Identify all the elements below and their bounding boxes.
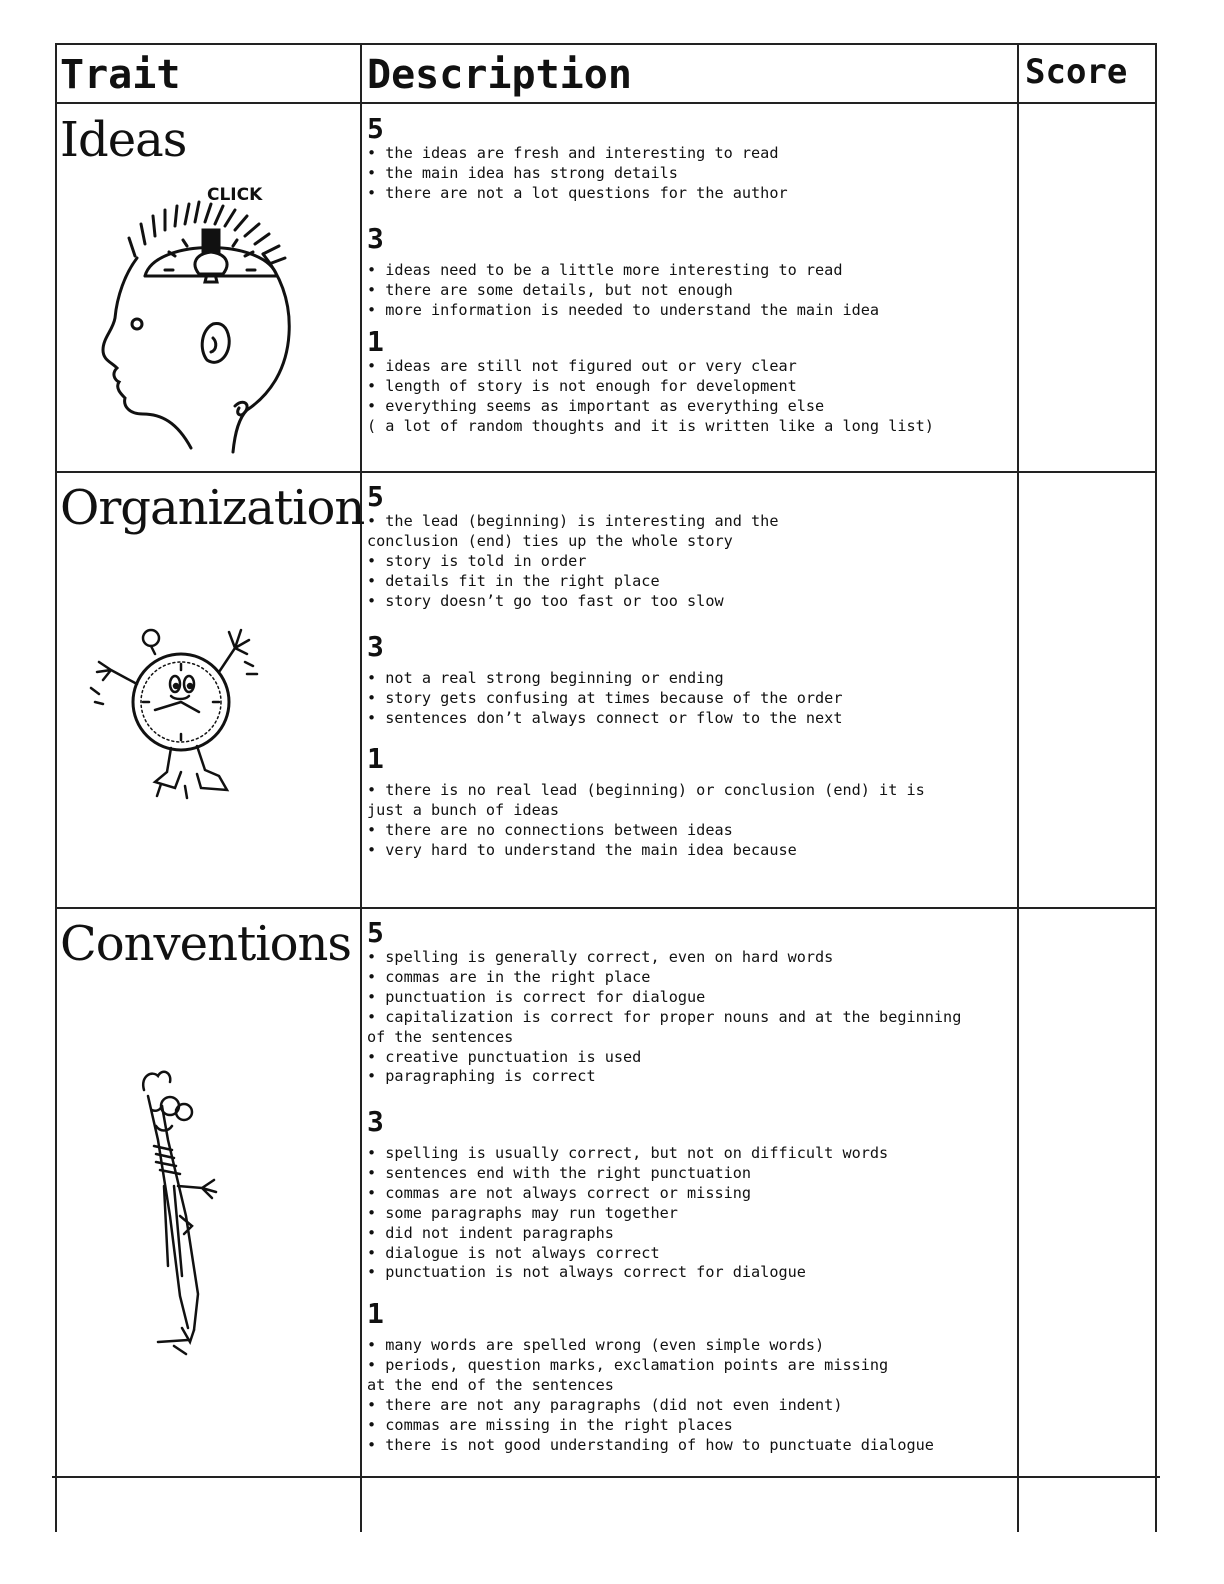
conventions-5-line: • creative punctuation is used [367,1047,642,1066]
score-cell-ideas[interactable] [1019,104,1155,471]
trait-name-organization: Organization [60,480,365,536]
conventions-1-line: • many words are spelled wrong (even simple words) [367,1336,825,1354]
conventions-1-line: • periods, question marks, exclamation points are missing [367,1355,889,1374]
ideas-3-line: • more information is needed to understand the main idea [367,300,880,319]
running-clock-illustration [85,622,265,807]
organization-3-line: • story gets confusing at times because of the order [367,688,843,707]
conventions-3-line: • sentences end with the right punctuation [367,1163,752,1182]
ideas-1-line: • ideas are still not figured out or very clear [367,357,797,375]
conventions-5-line: • commas are in the right place [367,967,651,986]
organization-1-line: • there is no real lead (beginning) or conclusion (end) it is [367,781,925,799]
conventions-3-line: • dialogue is not always correct [367,1243,660,1262]
ideas-1-line: • length of story is not enough for development [367,376,797,395]
table-left-border [55,43,57,1532]
alarm-clock-icon [85,622,265,807]
conventions-3-line: • did not indent paragraphs [367,1223,614,1242]
ideas-score-3-heading: 3 [367,222,384,255]
ideas-1-line: ( a lot of random thoughts and it is written like a long list) [367,416,934,435]
organization-5-line: • story is told in order [367,551,587,570]
score-cell-organization[interactable] [1019,473,1155,907]
thinking-head-illustration [95,178,305,458]
lightbulb-head-icon [95,178,305,458]
ideas-score-5-heading: 5 [367,112,384,145]
conventions-5-line: • capitalization is correct for proper nouns and at the beginning [367,1007,962,1026]
conventions-score-1-heading: 1 [367,1297,384,1330]
conventions-score-5-heading: 5 [367,916,384,949]
ideas-score-1-heading: 1 [367,325,384,358]
pencil-character-illustration [128,1066,238,1356]
conventions-5-line: of the sentences [367,1027,514,1046]
score-cell-conventions[interactable] [1019,909,1155,1476]
ideas-5-line: • the ideas are fresh and interesting to read [367,144,779,162]
conventions-1-line: • commas are missing in the right places [367,1415,733,1434]
ideas-1-line: • everything seems as important as everything else [367,396,825,415]
organization-3-line: • sentences don’t always connect or flow to the next [367,708,843,727]
conventions-1-line: • there is not good understanding of how to punctuate dialogue [367,1435,934,1454]
organization-score-3-heading: 3 [367,630,384,663]
organization-3-line: • not a real strong beginning or ending [367,669,724,687]
organization-5-line: • story doesn’t go too fast or too slow [367,591,724,610]
ideas-3-line: • ideas need to be a little more interesting to read [367,261,843,279]
header-divider [55,102,1157,104]
header-trait: Trait [60,52,181,98]
conventions-5-line: • paragraphing is correct [367,1067,596,1086]
trait-name-ideas: Ideas [60,112,187,168]
pencil-icon [128,1066,238,1356]
conventions-5-line: • spelling is generally correct, even on hard words [367,948,834,966]
organization-5-line: • details fit in the right place [367,571,660,590]
trait-name-conventions: Conventions [60,916,352,972]
row-divider-organization [55,907,1157,909]
organization-1-line: just a bunch of ideas [367,800,560,819]
organization-1-line: • very hard to understand the main idea because [367,840,797,859]
row-divider-conventions [52,1476,1160,1478]
conventions-5-line: • punctuation is correct for dialogue [367,987,706,1006]
table-top-border [55,43,1157,45]
ideas-5-line: • the main idea has strong details [367,163,678,182]
conventions-score-3-heading: 3 [367,1105,384,1138]
organization-score-5-heading: 5 [367,480,384,513]
column-divider-trait [360,43,362,1532]
conventions-3-line: • some paragraphs may run together [367,1203,678,1222]
organization-5-line: • the lead (beginning) is interesting and the [367,512,779,530]
conventions-1-line: at the end of the sentences [367,1375,614,1394]
row-divider-ideas [55,471,1157,473]
conventions-3-line: • spelling is usually correct, but not on difficult words [367,1144,889,1162]
table-right-border [1155,43,1157,1532]
conventions-1-line: • there are not any paragraphs (did not even indent) [367,1395,843,1414]
organization-5-line: conclusion (end) ties up the whole story [367,531,733,550]
conventions-3-line: • commas are not always correct or missing [367,1183,752,1202]
header-score: Score [1025,52,1128,92]
ideas-5-line: • there are not a lot questions for the author [367,183,788,202]
click-label: CLICK [207,185,263,205]
ideas-3-line: • there are some details, but not enough [367,280,733,299]
conventions-3-line: • punctuation is not always correct for dialogue [367,1263,806,1282]
organization-1-line: • there are no connections between ideas [367,820,733,839]
organization-score-1-heading: 1 [367,742,384,775]
header-description: Description [367,52,632,98]
